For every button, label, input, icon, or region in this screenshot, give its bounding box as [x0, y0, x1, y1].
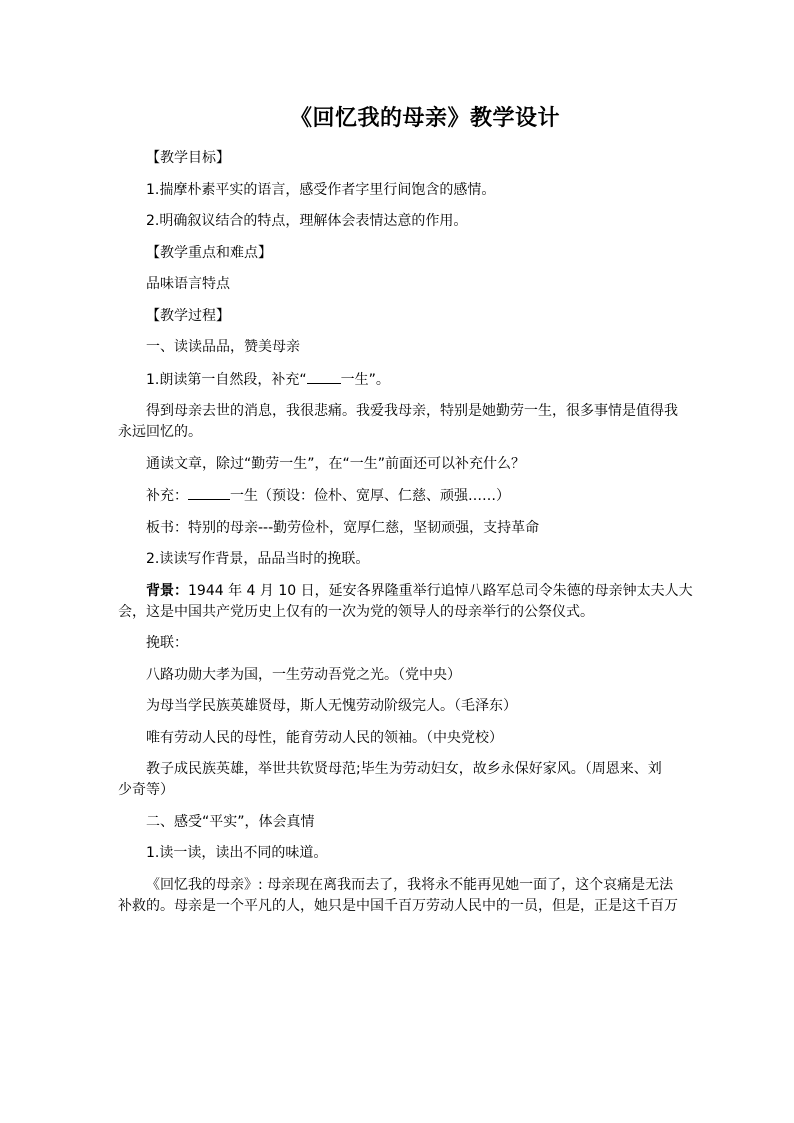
- background-line-1: [118, 581, 693, 602]
- supplement: [118, 485, 680, 507]
- step1-suffix: 一生”。: [340, 371, 390, 388]
- paragraph-line-2: 永远回忆的。: [118, 424, 202, 440]
- quote-line-1: 《回忆我的母亲》: 母亲现在离我而去了，我将永不能再见她一面了，这个哀痛是无法: [146, 876, 674, 893]
- paragraph-mother-death: [118, 401, 680, 443]
- elegy-1: 八路功勋大孝为国，一生劳动吾党之光。（党中央）: [146, 666, 461, 683]
- board-writing: 板书：特别的母亲---勤劳俭朴，宽厚仁慈，坚韧顽强，支持革命: [146, 519, 540, 536]
- fill-blank: [307, 369, 341, 384]
- supplement-prefix: 补充：: [146, 488, 188, 504]
- elegy-4: [118, 759, 680, 801]
- quote-paragraph: [118, 875, 680, 917]
- elegy-4-line-1: 教子成民族英雄，举世共钦贤母范;毕生为劳动妇女，故乡永保好家风。（周恩来、刘: [146, 761, 662, 777]
- focus-text: 品味语言特点: [146, 276, 230, 292]
- background-paragraph: [118, 581, 693, 623]
- document-body: [118, 148, 693, 927]
- quote-line-2: 补救的。母亲是一个平凡的人，她只是中国千百万劳动人民中的一员，但是，正是这千百万: [118, 897, 678, 914]
- part2-step1: 1.读一读，读出不同的味道。: [146, 845, 328, 861]
- elegy-4-line-2: 少奇等）: [118, 782, 174, 798]
- background-line-2: 会，这是中国共产党历史上仅有的一次为党的领导人的母亲举行的公祭仪式。: [118, 603, 594, 620]
- step1-prefix: 1.朗读第一自然段，补充“: [146, 371, 307, 388]
- step1: [118, 369, 680, 391]
- fill-blank: [188, 485, 230, 500]
- background-label: 背景：: [146, 582, 188, 599]
- process-heading: 【教学过程】: [146, 307, 230, 324]
- paragraph-line-1: 得到母亲去世的消息，我很悲痛。我爱我母亲，特别是她勤劳一生，很多事情是值得我: [146, 403, 678, 419]
- question-1: 通读文章，除过“勤劳一生”，在“一生”前面还可以补充什么？: [146, 455, 526, 472]
- objectives-heading: 【教学目标】: [146, 150, 230, 166]
- elegy-3: 唯有劳动人民的母性，能育劳动人民的领袖。（中央党校）: [146, 729, 503, 746]
- part1-heading: 一、读读品品，赞美母亲: [146, 339, 300, 355]
- elegy-label: 挽联：: [146, 635, 188, 651]
- supplement-suffix: 一生（预设：俭朴、宽厚、仁慈、顽强……）: [230, 488, 510, 504]
- elegy-2: 为母当学民族英雄贤母，斯人无愧劳动阶级完人。（毛泽东）: [146, 698, 517, 714]
- objective-2: 2.明确叙议结合的特点，理解体会表情达意的作用。: [146, 213, 468, 229]
- focus-heading: 【教学重点和难点】: [146, 244, 272, 261]
- document-title: 《回忆我的母亲》教学设计: [289, 106, 560, 131]
- step2: 2.读读写作背景，品品当时的挽联。: [146, 551, 370, 567]
- objective-1: 1.揣摩朴素平实的语言，感受作者字里行间饱含的感情。: [146, 181, 496, 198]
- background-text-1: 1944 年 4 月 10 日，延安各界隆重举行追悼八路军总司令朱德的母亲钟太夫人大: [188, 582, 693, 599]
- part2-heading: 二、感受“平实”，体会真情: [146, 813, 315, 830]
